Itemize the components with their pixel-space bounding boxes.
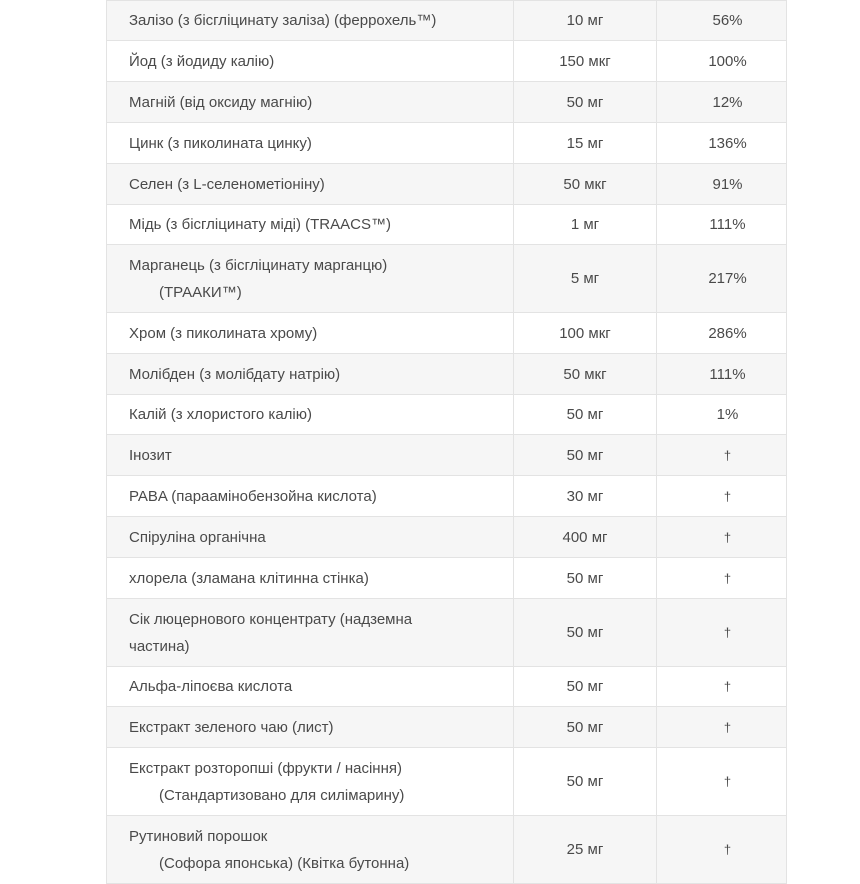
dagger-footnote-mark: † xyxy=(723,774,732,789)
daily-value-percent: 111% xyxy=(657,354,787,395)
dagger-footnote-mark: † xyxy=(723,447,732,463)
table-row xyxy=(107,517,787,558)
daily-value-percent: 1% xyxy=(657,395,787,435)
amount-per-serving: 10 мг xyxy=(514,1,657,41)
dagger-footnote-mark: † xyxy=(723,570,732,586)
amount-per-serving: 50 мг xyxy=(514,599,657,667)
table-row xyxy=(107,82,787,123)
daily-value-percent: 56% xyxy=(657,1,787,41)
table-row xyxy=(107,1,787,41)
ingredient-name xyxy=(107,354,514,395)
ingredient-name-text: Інозит xyxy=(129,446,172,464)
ingredient-name-text: Екстракт зеленого чаю (лист) xyxy=(129,718,334,736)
amount-per-serving: 30 мг xyxy=(514,476,657,517)
ingredient-name xyxy=(107,82,514,123)
table-row xyxy=(107,707,787,748)
ingredient-name xyxy=(107,41,514,82)
daily-value-percent: 136% xyxy=(657,123,787,164)
ingredient-name-text: Сік люцернового концентрату (надземна xyxy=(129,610,413,628)
table-row xyxy=(107,558,787,599)
table-row xyxy=(107,41,787,82)
ingredient-name xyxy=(107,245,514,313)
table-row xyxy=(107,599,787,667)
ingredient-name xyxy=(107,707,514,748)
ingredient-name xyxy=(107,476,514,517)
table-body xyxy=(107,1,787,884)
daily-value-percent: 286% xyxy=(657,313,787,354)
ingredient-name xyxy=(107,517,514,558)
supplement-facts-table-wrapper xyxy=(106,0,786,884)
amount-per-serving: 15 мг xyxy=(514,123,657,164)
amount-per-serving: 50 мг xyxy=(514,435,657,476)
daily-value-percent: 100% xyxy=(657,41,787,82)
daily-value-percent xyxy=(657,748,787,816)
ingredient-name-text: Екстракт розторопші (фрукти / насіння) xyxy=(129,759,402,777)
ingredient-name-text: Селен (з L-селенометіоніну) xyxy=(129,175,325,193)
ingredient-name-text: Цинк (з пиколината цинку) xyxy=(129,134,312,152)
ingredient-name xyxy=(107,395,514,435)
ingredient-name-text: Марганець (з бісгліцинату марганцю) xyxy=(129,256,388,274)
daily-value-percent xyxy=(657,667,787,707)
table-row xyxy=(107,435,787,476)
daily-value-percent xyxy=(657,517,787,558)
ingredient-name xyxy=(107,667,514,707)
amount-per-serving: 50 мг xyxy=(514,82,657,123)
table-row xyxy=(107,313,787,354)
amount-per-serving: 1 мг xyxy=(514,205,657,245)
table-row xyxy=(107,205,787,245)
supplement-facts-table xyxy=(106,0,787,884)
table-row xyxy=(107,748,787,816)
ingredient-name xyxy=(107,205,514,245)
amount-per-serving: 50 мг xyxy=(514,558,657,599)
ingredient-name-text: Альфа-ліпоєва кислота xyxy=(129,678,293,695)
amount-per-serving: 50 мг xyxy=(514,395,657,435)
daily-value-percent xyxy=(657,599,787,667)
ingredient-name-text: Залізо (з бісгліцинату заліза) (феррохель™) xyxy=(129,12,437,29)
daily-value-percent xyxy=(657,816,787,884)
daily-value-percent: 12% xyxy=(657,82,787,123)
daily-value-percent xyxy=(657,707,787,748)
amount-per-serving: 400 мг xyxy=(514,517,657,558)
table-row xyxy=(107,476,787,517)
table-row xyxy=(107,395,787,435)
amount-per-serving: 5 мг xyxy=(514,245,657,313)
amount-per-serving: 25 мг xyxy=(514,816,657,884)
ingredient-name-text: хлорела (зламана клітинна стінка) xyxy=(129,569,369,587)
ingredient-name-text: Калій (з хлористого калію) xyxy=(129,406,312,423)
ingredient-name-subtext: (Софора японська) (Квітка бутонна) xyxy=(159,854,410,872)
ingredient-name-text: PABA (параамінобензойна кислота) xyxy=(129,487,377,505)
ingredient-name-text: Хром (з пиколината хрому) xyxy=(129,324,318,342)
table-row xyxy=(107,354,787,395)
dagger-footnote-mark: † xyxy=(723,679,732,694)
daily-value-percent: 217% xyxy=(657,245,787,313)
amount-per-serving: 150 мкг xyxy=(514,41,657,82)
table-row xyxy=(107,816,787,884)
dagger-footnote-mark: † xyxy=(723,625,732,640)
daily-value-percent: 91% xyxy=(657,164,787,205)
ingredient-name xyxy=(107,558,514,599)
ingredient-name xyxy=(107,435,514,476)
amount-per-serving: 50 мкг xyxy=(514,354,657,395)
dagger-footnote-mark: † xyxy=(723,529,732,545)
ingredient-name xyxy=(107,164,514,205)
ingredient-name-text: Спіруліна органічна xyxy=(129,528,266,546)
ingredient-name-text: Йод (з йодиду калію) xyxy=(129,52,275,70)
table-row xyxy=(107,164,787,205)
dagger-footnote-mark: † xyxy=(723,719,732,735)
ingredient-name-text: Мідь (з бісгліцинату міді) (TRAACS™) xyxy=(129,216,391,233)
ingredient-name xyxy=(107,123,514,164)
ingredient-name xyxy=(107,599,514,667)
table-row xyxy=(107,123,787,164)
amount-per-serving: 50 мг xyxy=(514,748,657,816)
ingredient-name-text: Рутиновий порошок xyxy=(129,827,268,845)
ingredient-name-text: Молібден (з молібдату натрію) xyxy=(129,365,341,383)
ingredient-name xyxy=(107,313,514,354)
ingredient-name xyxy=(107,748,514,816)
amount-per-serving: 50 мкг xyxy=(514,164,657,205)
dagger-footnote-mark: † xyxy=(723,488,732,504)
daily-value-percent xyxy=(657,435,787,476)
ingredient-name-subtext: (ТРААКИ™) xyxy=(159,283,242,301)
daily-value-percent xyxy=(657,476,787,517)
amount-per-serving: 100 мкг xyxy=(514,313,657,354)
daily-value-percent: 111% xyxy=(657,205,787,245)
daily-value-percent xyxy=(657,558,787,599)
ingredient-name xyxy=(107,1,514,41)
table-row xyxy=(107,667,787,707)
table-row xyxy=(107,245,787,313)
ingredient-name-subtext: (Стандартизовано для силімарину) xyxy=(159,786,405,804)
amount-per-serving: 50 мг xyxy=(514,667,657,707)
dagger-footnote-mark: † xyxy=(723,842,732,857)
ingredient-name-text: Магній (від оксиду магнію) xyxy=(129,93,313,111)
ingredient-name-subtext: частина) xyxy=(129,637,190,655)
ingredient-name xyxy=(107,816,514,884)
amount-per-serving: 50 мг xyxy=(514,707,657,748)
